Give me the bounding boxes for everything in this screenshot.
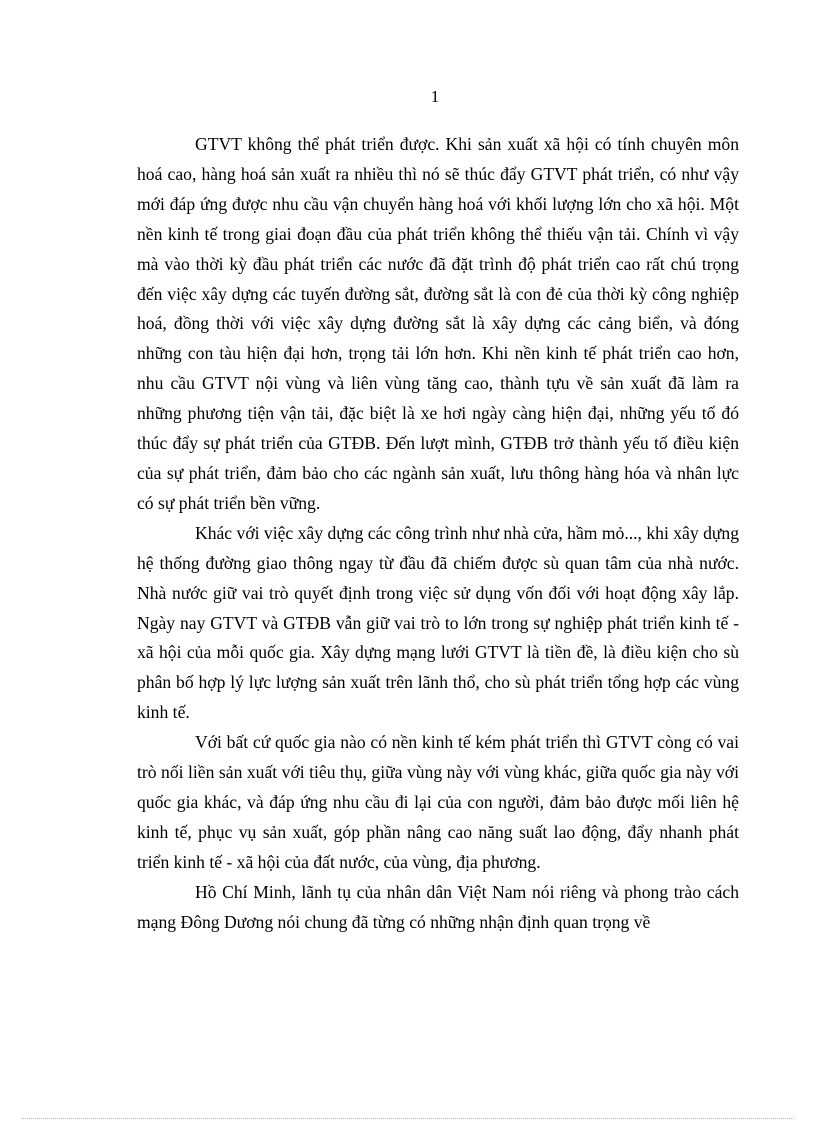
paragraph: Khác với việc xây dựng các công trình như nhà cửa, hầm mỏ..., khi xây dựng hệ thống đường giao thông ngay từ đầu đã chiếm được sù quan tâm của nhà nước. Nhà nước giữ vai trò quyết định trong việc sử dụng vốn đối với hoạt động xây lắp. Ngày nay GTVT và GTĐB vẫn giữ vai trò to lớn trong sự nghiệp phát triển kinh tế - xã hội của mỗi quốc gia. Xây dựng mạng lưới GTVT là tiền đề, là điều kiện cho sù phân bố hợp lý lực lượng sản xuất trên lãnh thổ, cho sù phát triển tổng hợp các vùng kinh tế.	[137, 522, 739, 723]
paragraph: Với bất cứ quốc gia nào có nền kinh tế kém phát triển thì GTVT còng có vai trò nối liền sản xuất với tiêu thụ, giữa vùng này với vùng khác, giữa quốc gia này với quốc gia khác, và đáp ứng nhu cầu đi lại của con người, đảm bảo được mối liên hệ kinh tế, phục vụ sản xuất, góp phần nâng cao năng suất lao động, đẩy nhanh phát triển kinh tế - xã hội của đất nước, của vùng, địa phương.	[137, 732, 739, 872]
paragraph: Hồ Chí Minh, lãnh tụ của nhân dân Việt Nam nói riêng và phong trào cách mạng Đông Dương nói chung đã từng có những nhận định quan trọng về	[137, 881, 739, 932]
paragraph: GTVT không thể phát triển được. Khi sản xuất xã hội có tính chuyên môn hoá cao, hàng hoá sản xuất ra nhiều thì nó sẽ thúc đẩy GTVT phát triển, có như vậy mới đáp ứng được nhu cầu vận chuyển hàng hoá với khối lượng lớn cho xã hội. Một nền kinh tế trong giai đoạn đầu của phát triển không thể thiếu vận tải. Chính vì vậy mà vào thời kỳ đầu phát triển các nước đã đặt trình độ phát triển cao rất chú trọng đến việc xây dựng các tuyến đường sắt, đường sắt là con đẻ của thời kỳ công nghiệp hoá, đồng thời với việc xây dựng đường sắt là xây dựng các cảng biển, và đóng những con tàu hiện đại hơn, trọng tải lớn hơn. Khi nền kinh tế phát triển cao hơn, nhu cầu GTVT nội vùng và liên vùng tăng cao, thành tựu về sản xuất đã làm ra những phương tiện vận tải, đặc biệt là xe hơi ngày càng hiện đại, những yếu tố đó thúc đẩy sự phát triển của GTĐB. Đến lượt mình, GTĐB trở thành yếu tố điều kiện của sự phát triển, đảm bảo cho các ngành sản xuất, lưu thông hàng hóa và nhân lực có sự phát triển bền vững.	[137, 134, 739, 513]
page-number: 1	[430, 87, 440, 106]
page-bottom-divider	[22, 1118, 794, 1119]
body-text	[137, 130, 739, 937]
